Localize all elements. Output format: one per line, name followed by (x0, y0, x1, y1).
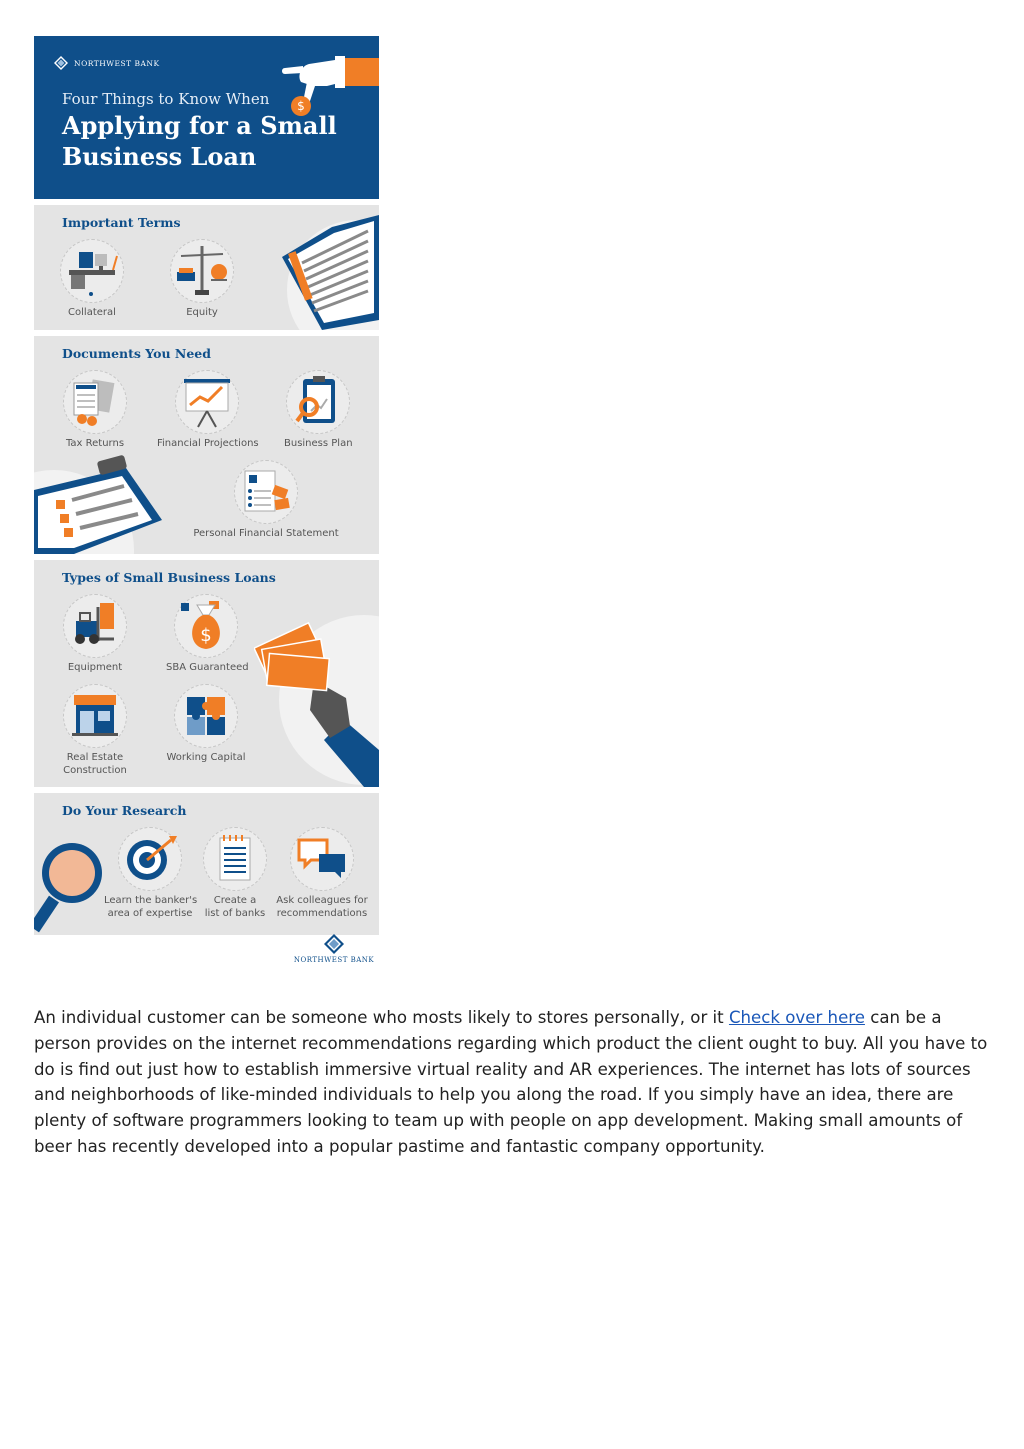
infographic-title: Applying for a Small Business Loan (62, 111, 337, 171)
target-icon (119, 828, 181, 890)
infographic-header (34, 36, 379, 199)
check-over-here-link[interactable]: Check over here (728, 1008, 865, 1027)
notepad-icon (204, 828, 266, 890)
paragraph-text-end: can be a person provides on the internet recommendations regarding which product the client ought to buy. All you have to do is find out just how to establish immersive virtual reality and AR experiences. The internet has lots of sources and neighborhoods of like-minded individuals to help you along the road. If you simply have an idea, there are plenty of software programmers looking to team up with people on app development. Making small amounts of beer has recently developed into a popular pastime and fantastic company opportunity. (34, 1008, 988, 1156)
research-list-of-banks (200, 827, 270, 920)
item-label: Collateral (68, 307, 116, 318)
loan-equipment (63, 594, 127, 675)
tax-forms-icon (64, 371, 126, 433)
item-label: Business Plan (284, 438, 353, 449)
loan-working-capital (165, 684, 247, 765)
item-label: Equity (186, 307, 218, 318)
item-label: Equipment (67, 662, 123, 673)
resume-money-icon (235, 461, 297, 523)
puzzle-icon (175, 685, 237, 747)
section-documents (34, 336, 379, 554)
item-label: Personal Financial Statement (193, 528, 339, 539)
doc-financial-projections (157, 370, 257, 451)
item-label: Create a list of banks (204, 895, 266, 919)
item-label: Ask colleagues for recommendations (276, 895, 368, 919)
magnifying-glass-icon (34, 833, 114, 935)
infographic-image (34, 36, 379, 964)
footer-logo (292, 934, 376, 964)
infographic-subtitle: Four Things to Know When (62, 90, 270, 108)
open-book-icon (262, 205, 379, 330)
section-title: Important Terms (62, 215, 181, 230)
money-bag-icon (175, 595, 237, 657)
brand-logo (54, 56, 160, 70)
section-loan-types (34, 560, 379, 787)
item-label: Tax Returns (65, 438, 125, 449)
hand-with-cash-icon (254, 600, 379, 787)
checklist-clipboard-icon (34, 450, 174, 554)
doc-personal-financial-statement (186, 460, 346, 541)
research-ask-colleagues (276, 827, 368, 920)
presentation-chart-icon (176, 371, 238, 433)
item-label: Financial Projections (157, 438, 259, 449)
section-title: Documents You Need (62, 346, 211, 361)
scale-icon (171, 240, 233, 302)
clipboard-magnifier-icon (287, 371, 349, 433)
diamond-logo-icon (54, 56, 68, 70)
term-collateral (60, 239, 124, 320)
section-title: Do Your Research (62, 803, 187, 818)
sba-dollar-symbol: $ (200, 625, 212, 646)
item-label: SBA Guaranteed (166, 662, 249, 673)
chat-bubbles-icon (291, 828, 353, 890)
research-banker-expertise (104, 827, 196, 920)
forklift-icon (64, 595, 126, 657)
desk-icon (61, 240, 123, 302)
section-title: Types of Small Business Loans (62, 570, 276, 585)
loan-real-estate-construction (63, 684, 127, 777)
doc-tax-returns (63, 370, 127, 451)
loan-sba-guaranteed (166, 594, 249, 675)
coin-symbol: $ (297, 99, 305, 113)
item-label: Real Estate Construction (63, 752, 127, 776)
article-paragraph (34, 1005, 992, 1160)
diamond-logo-icon (324, 934, 344, 954)
term-equity (170, 239, 234, 320)
item-label: Learn the banker's area of expertise (104, 895, 198, 919)
hand-holding-coin-icon (257, 46, 379, 116)
doc-business-plan (284, 370, 353, 451)
paragraph-text-start: An individual customer can be someone who mosts likely to stores personally, or it (34, 1008, 729, 1027)
item-label: Working Capital (166, 752, 246, 763)
footer-brand-name: NORTHWEST BANK (293, 956, 375, 964)
section-research (34, 793, 379, 935)
brand-name: NORTHWEST BANK (74, 58, 160, 68)
section-important-terms (34, 205, 379, 330)
storefront-icon (64, 685, 126, 747)
